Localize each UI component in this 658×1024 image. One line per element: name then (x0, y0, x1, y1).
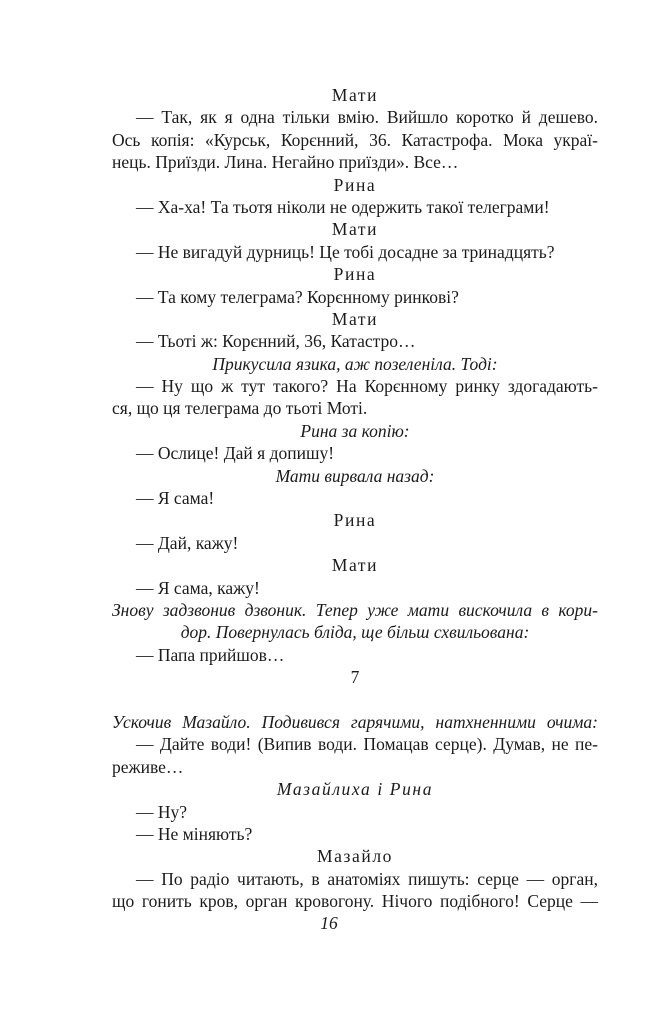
speaker-name: Рина (333, 510, 377, 531)
stage-direction: дор. Повернулась бліда, ще більш схвильована: (180, 622, 530, 643)
dialogue-line: — Я сама! (136, 488, 215, 509)
stage-direction: Мазайлиха і Рина (276, 779, 434, 800)
chapter-number: 7 (350, 667, 360, 688)
dialogue-line: — Я сама, кажу! (136, 577, 260, 598)
dialogue-line: реживе… (112, 756, 184, 777)
dialogue-line: що гонить кров, орган кровогону. Нічого подібного! Серце — (112, 891, 598, 912)
dialogue-line: ся, що ця телеграма до тьоті Моті. (112, 398, 368, 419)
text-body (112, 84, 598, 912)
dialogue-line: — Дайте води! (Випив води. Помацав серце). Думав, не пе- (136, 734, 598, 755)
speaker-name: Мати (331, 308, 379, 329)
dialogue-line: — Не міняють? (136, 823, 253, 844)
dialogue-line: — Папа прийшов… (136, 644, 285, 665)
speaker-name: Мати (331, 219, 379, 240)
dialogue-line: — Ну? (136, 801, 188, 822)
dialogue-line: — Так, як я одна тільки вмію. Вийшло коротко й дешево. (136, 107, 598, 128)
dialogue-line: — Ну що ж тут такого? На Корєнному ринку здогадають- (136, 376, 598, 397)
dialogue-line: — Ха-ха! Та тьотя ніколи не одержить такої телеграми! (136, 196, 550, 217)
dialogue-line: нець. Приїзди. Лина. Негайно приїзди». Все… (112, 152, 459, 173)
dialogue-line: — Не вигадуй дурниць! Це тобі досадне за тринадцять? (136, 241, 555, 262)
dialogue-line: — Та кому телеграма? Корєнному ринкові? (136, 286, 459, 307)
speaker-name: Мати (331, 85, 379, 105)
dialogue-line: — По радіо читають, в анатоміях пишуть: серце — орган, (136, 868, 598, 889)
dialogue-line: Ось копія: «Курськ, Корєнний, 36. Катастрофа. Мока украї- (112, 129, 598, 150)
blank-line (112, 689, 598, 711)
speaker-name: Мати (331, 555, 379, 576)
stage-direction: Рина за копію: (300, 420, 410, 441)
dialogue-line: — Дай, кажу! (136, 532, 239, 553)
page-number: 16 (320, 913, 338, 933)
speaker-name: Рина (333, 264, 377, 285)
speaker-name: Рина (333, 174, 377, 195)
speaker-name: Мазайло (316, 846, 394, 867)
stage-direction: Знову задзвонив дзвоник. Тепер уже мати вискочила в кори- (112, 599, 598, 620)
stage-direction: Мати вирвала назад: (275, 465, 435, 486)
stage-direction: Ускочив Мазайло. Подивився гарячими, натхненними очима: (112, 711, 598, 732)
stage-direction: Прикусила язика, аж позеленіла. Тоді: (212, 353, 498, 374)
dialogue-line: — Ослице! Дай я допишу! (136, 443, 335, 464)
dialogue-line: — Тьоті ж: Корєнний, 36, Катастро… (136, 331, 416, 352)
